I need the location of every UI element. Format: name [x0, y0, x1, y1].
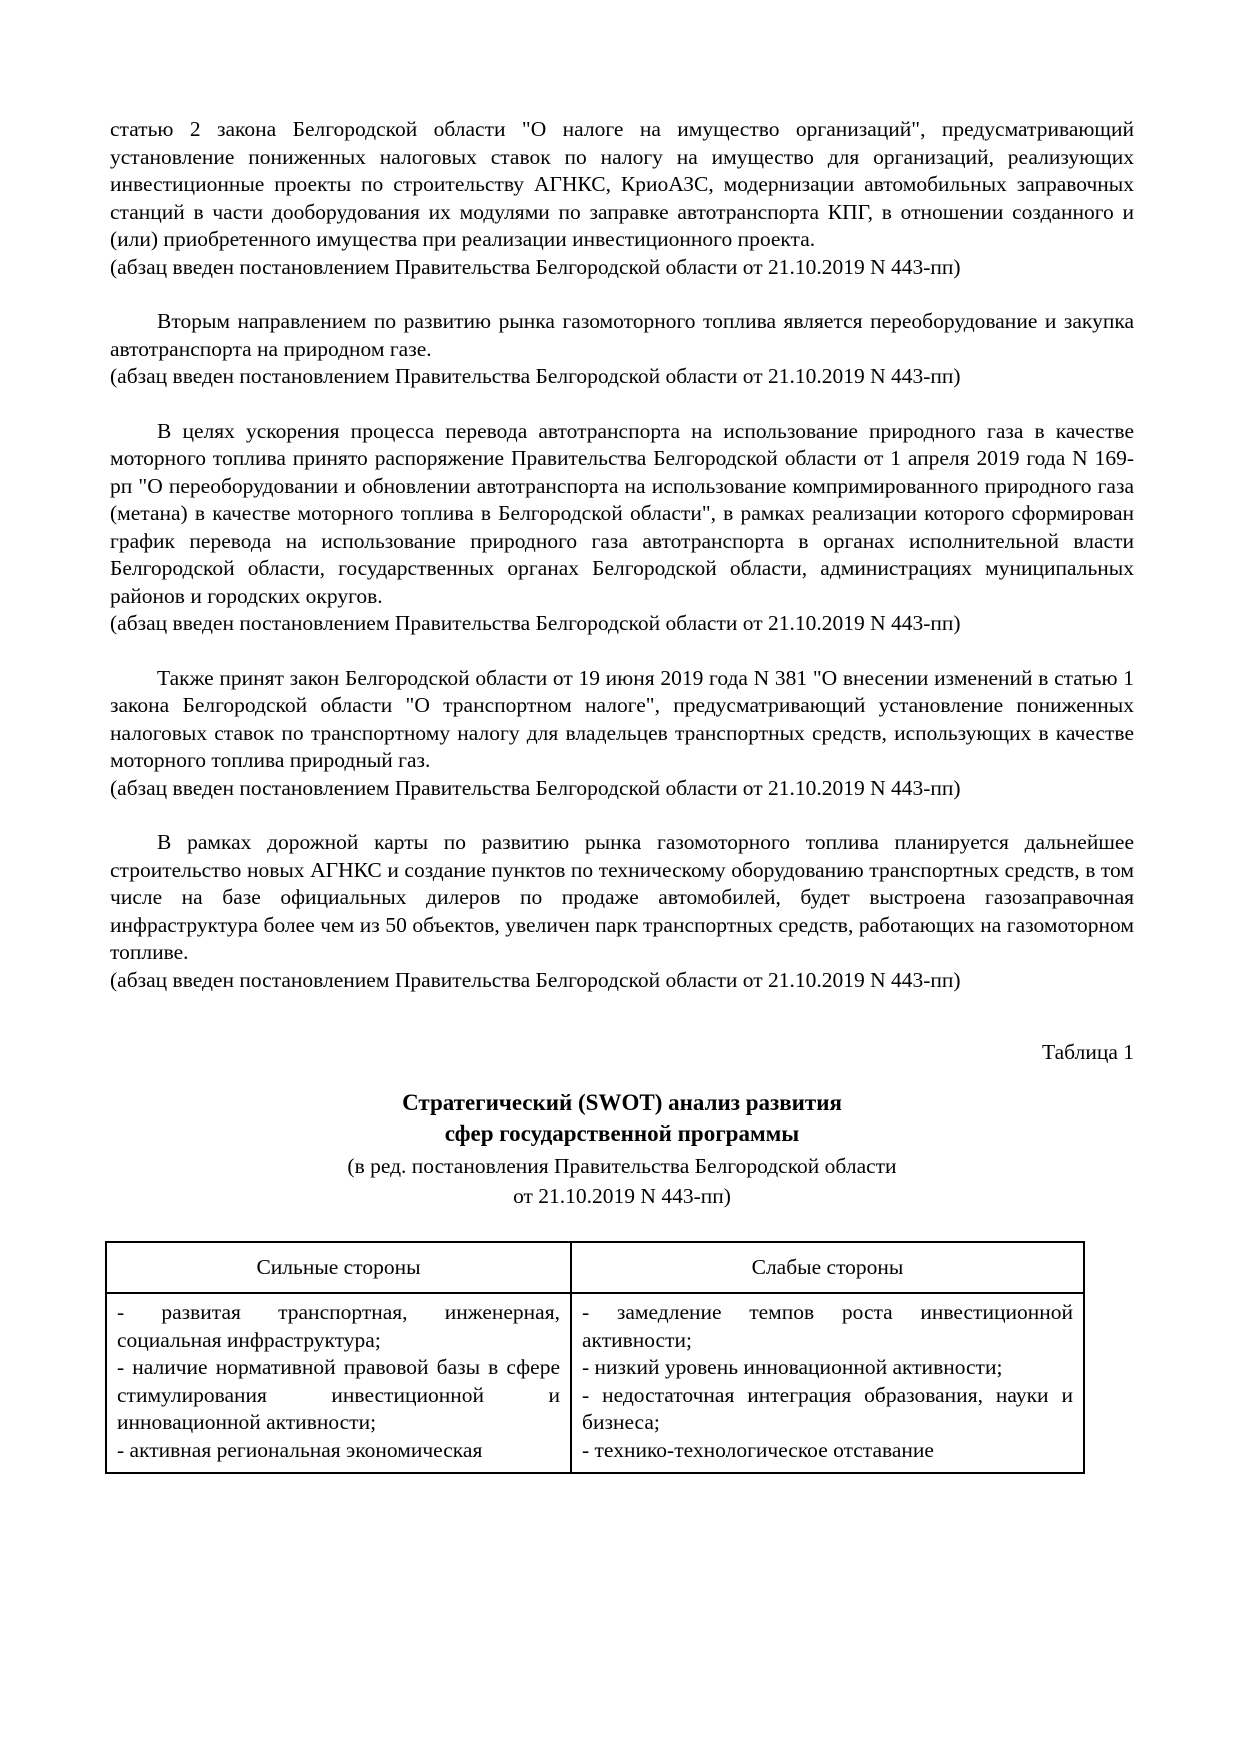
paragraph-block-4: [110, 665, 1134, 803]
paragraph-block-5: [110, 829, 1134, 994]
document-subtitle: [110, 1151, 1134, 1211]
paragraph-5: В рамках дорожной карты по развитию рынка газомоторного топлива планируется дальнейшее строительство новых АГНКС и создание пунктов по техническому оборудованию транспортных средств, в том числе на базе официальных дилеров по продаже автомобилей, будет выстроена газозаправочная инфраструктура более чем из 50 объектов, увеличен парк транспортных средств, работающих на газомоторном топливе.: [110, 830, 1134, 964]
swot-weakness-item-3: - недостаточная интеграция образования, науки и бизнеса;: [582, 1382, 1073, 1434]
amendment-note-4: (абзац введен постановлением Правительства Белгородской области от 21.10.2019 N 443-пп): [110, 775, 961, 800]
amendment-note-3: (абзац введен постановлением Правительства Белгородской области от 21.10.2019 N 443-пп): [110, 611, 961, 635]
swot-weakness-item-1: - замедление темпов роста инвестиционной активности;: [582, 1300, 1073, 1352]
paragraph-4: Также принят закон Белгородской области от 19 июня 2019 года N 381 "О внесении изменений в статью 1 закона Белгородской области "О транспортном налоге", предусматривающий установление пониженных налоговых ставок по транспортному налогу для владельцев транспортных средств, использующих в качестве моторного топлива природный газ.: [110, 665, 1134, 772]
amendment-note-2: (абзац введен постановлением Правительства Белгородской области от 21.10.2019 N 443-пп): [110, 364, 961, 388]
swot-header-strengths: Сильные стороны: [106, 1242, 571, 1294]
swot-strength-item-1: - развитая транспортная, инженерная, социальная инфраструктура;: [117, 1300, 560, 1352]
paragraph-3: В целях ускорения процесса перевода автотранспорта на использование природного газа в качестве моторного топлива принято распоряжение Правительства Белгородской области от 1 апреля 2019 года N 169-рп "О переоборудовании и обновлении автотранспорта на использование компримированного природного газа (метана) в качестве моторного топлива в Белгородской области", в рамках реализации которого сформирован график перевода на использование природного газа автотранспорта в органах исполнительной власти Белгородской области, государственных органах Белгородской области, администрациях муниципальных районов и городских округов.: [110, 418, 1134, 608]
amendment-note-5: (абзац введен постановлением Правительства Белгородской области от 21.10.2019 N 443-пп): [110, 967, 961, 992]
swot-cell-weaknesses: [571, 1293, 1084, 1473]
swot-weakness-item-2: - низкий уровень инновационной активности;: [582, 1355, 1003, 1379]
paragraph-block-2: [110, 308, 1134, 391]
document-title: [110, 1087, 1134, 1149]
swot-header-row: [106, 1242, 1084, 1294]
paragraph-block-1: [110, 116, 1134, 281]
document-title-line-1: Стратегический (SWOT) анализ развития: [402, 1089, 842, 1115]
swot-table: [105, 1241, 1085, 1475]
swot-strength-item-2: - наличие нормативной правовой базы в сфере стимулирования инвестиционной и инновационной активности;: [117, 1355, 560, 1434]
swot-cell-strengths: [106, 1293, 571, 1473]
swot-strength-item-3: - активная региональная экономическая: [117, 1437, 483, 1462]
swot-weakness-item-4: - технико-технологическое отставание: [582, 1437, 934, 1462]
document-title-line-2: сфер государственной программы: [444, 1120, 800, 1146]
document-subtitle-line-1: (в ред. постановления Правительства Белгородской области: [347, 1153, 897, 1178]
swot-header-weaknesses: Слабые стороны: [571, 1242, 1084, 1294]
document-subtitle-line-2: от 21.10.2019 N 443-пп): [513, 1183, 731, 1208]
paragraph-block-3: [110, 418, 1134, 638]
paragraph-1: статью 2 закона Белгородской области "О налоге на имущество организаций", предусматривающий установление пониженных налоговых ставок по налогу на имущество для организаций, реализующих инвестиционные проекты по строительству АГНКС, КриоАЗС, модернизации автомобильных заправочных станций в части дооборудования их модулями по заправке автотранспорта КПГ, в отношении созданного и (или) приобретенного имущества при реализации инвестиционного проекта.: [110, 117, 1134, 251]
swot-body-row: [106, 1293, 1084, 1473]
paragraph-2: Вторым направлением по развитию рынка газомоторного топлива является переоборудование и закупка автотранспорта на природном газе.: [110, 309, 1134, 361]
amendment-note-1: (абзац введен постановлением Правительства Белгородской области от 21.10.2019 N 443-пп): [110, 254, 961, 279]
table-caption: Таблица 1: [1042, 1040, 1134, 1064]
